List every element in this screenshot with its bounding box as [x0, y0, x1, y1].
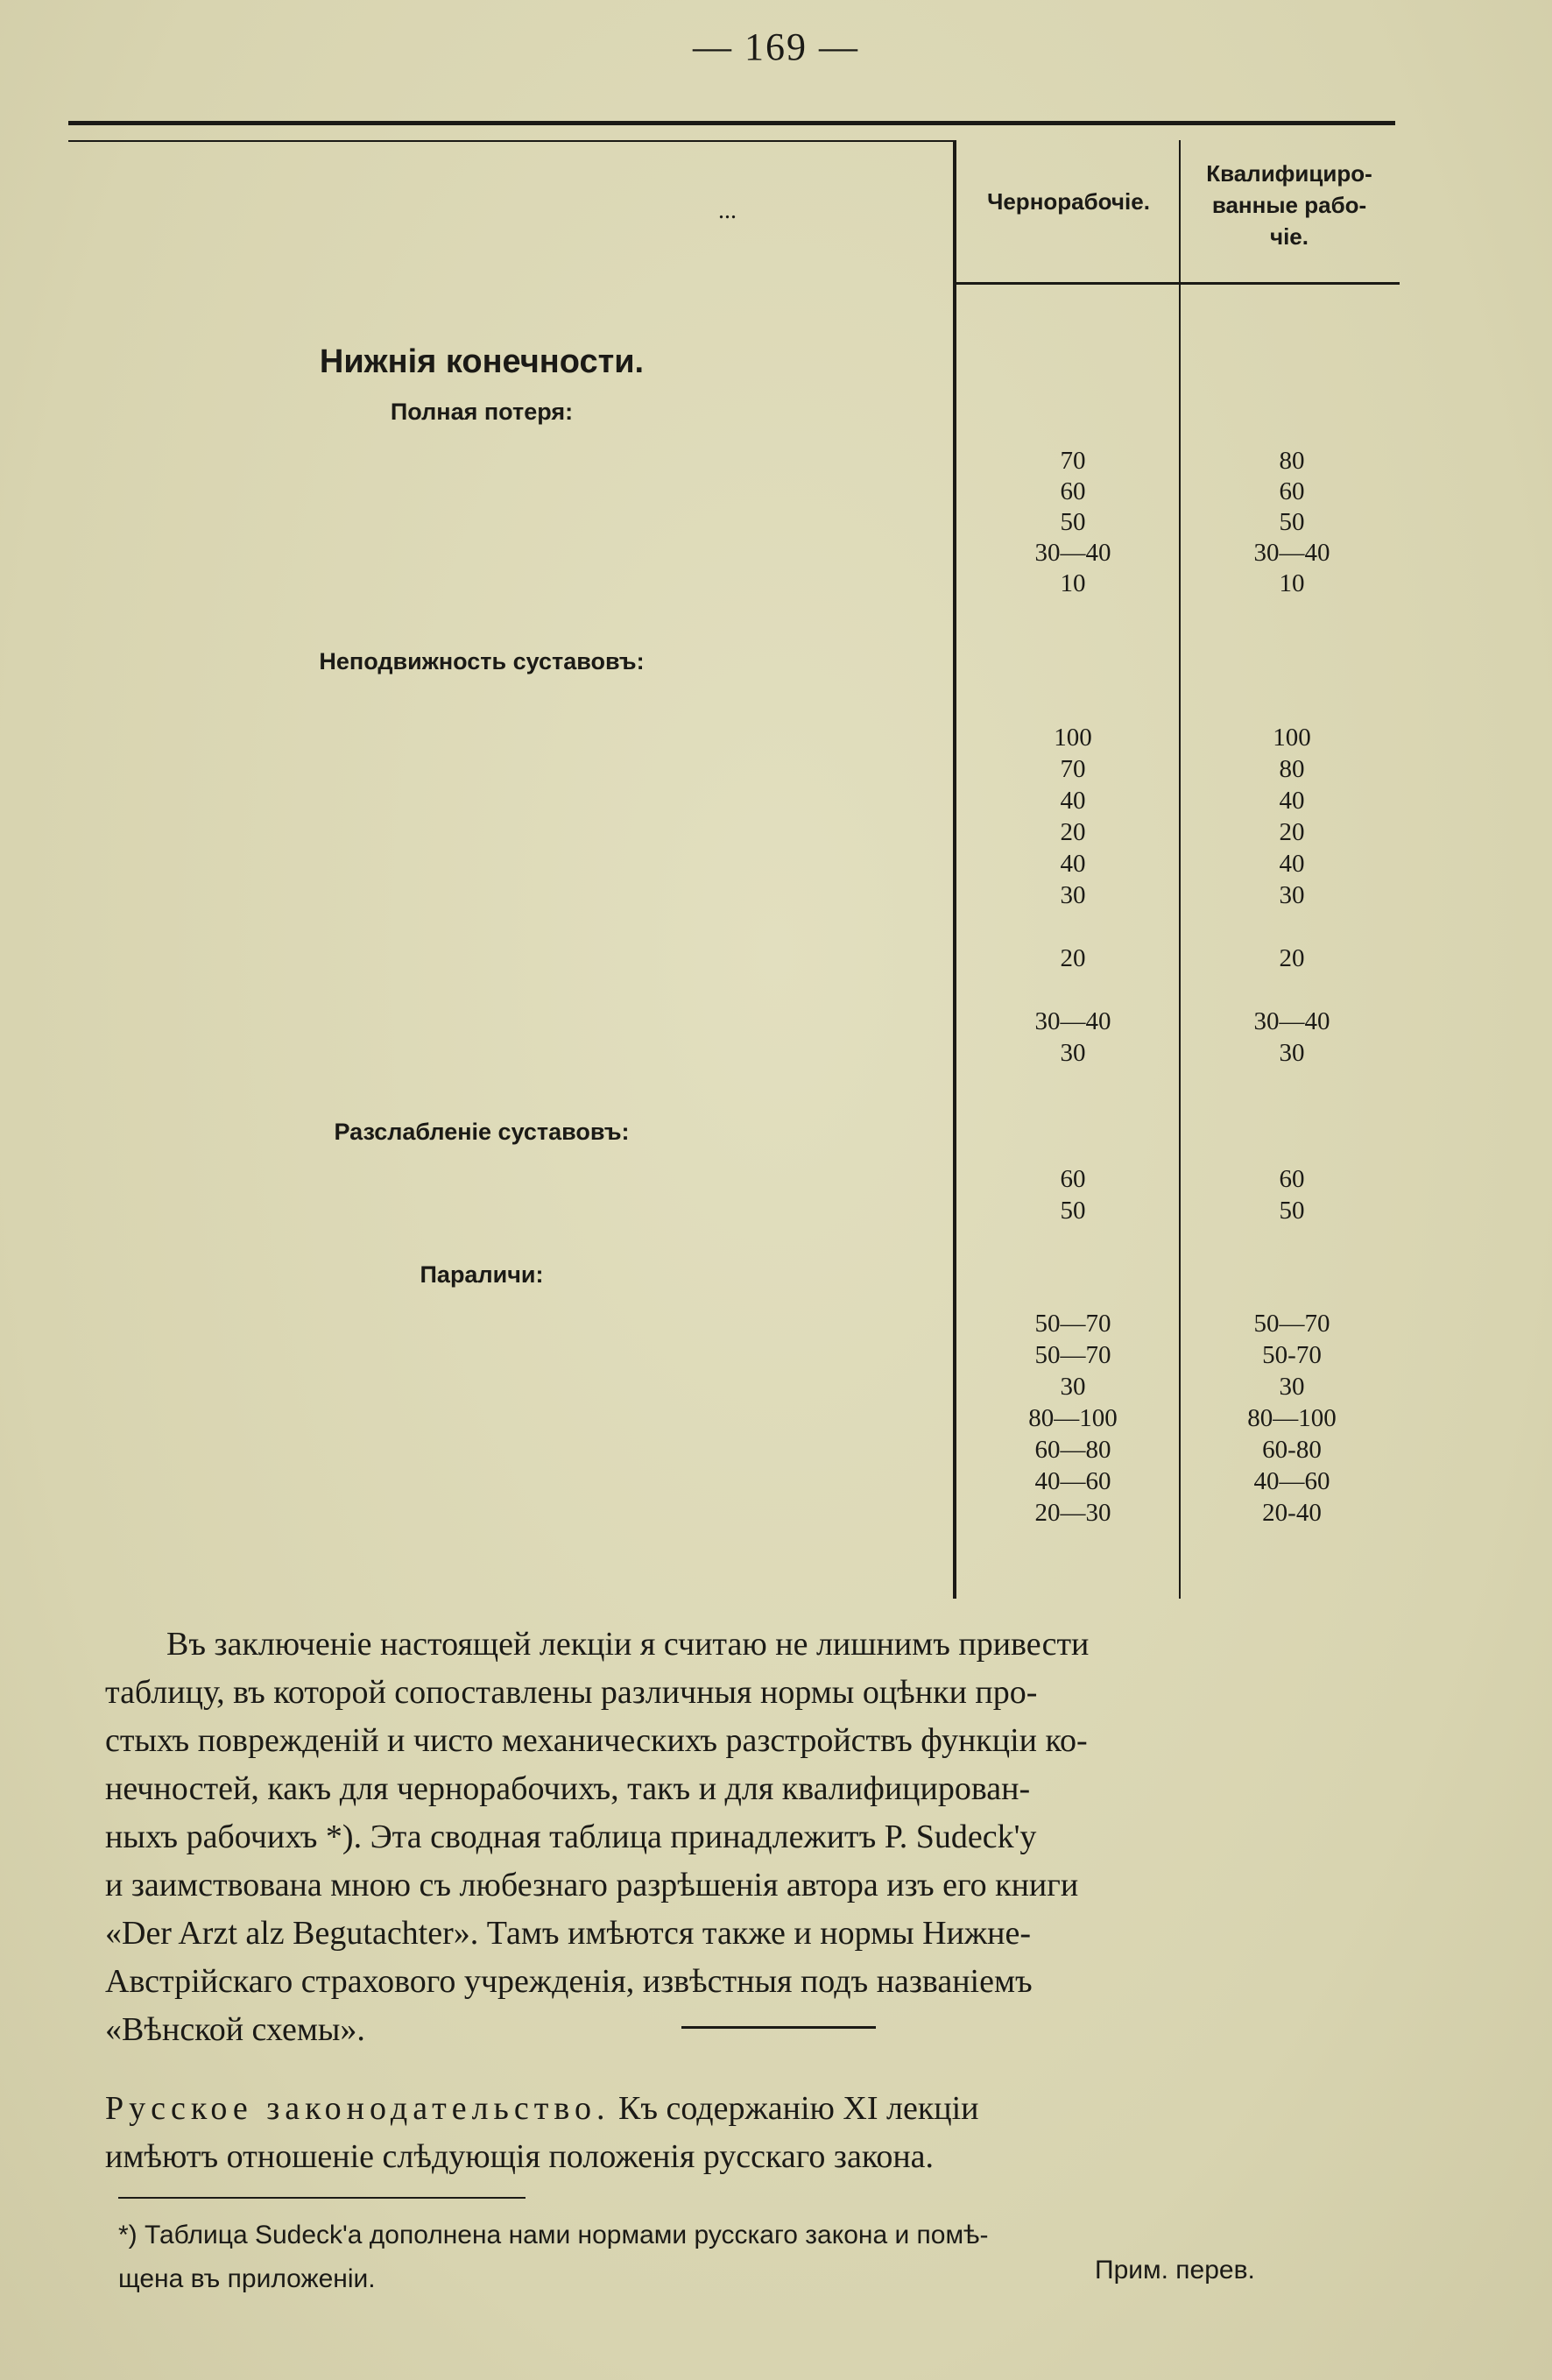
russian-law-text: Къ содержанію XI лекціи — [618, 2090, 979, 2127]
page-number: — 169 — — [693, 25, 859, 68]
table-row — [70, 508, 1428, 540]
column-header-skilled-line: Квалифициро- — [1206, 160, 1372, 187]
value-skilled: 20 — [1279, 818, 1305, 846]
value-unskilled: 80—100 — [1028, 1404, 1118, 1432]
value-unskilled: 70 — [1060, 755, 1086, 783]
section-heading: Полная потеря: — [390, 399, 574, 425]
value-unskilled: 40 — [1060, 787, 1086, 815]
section-divider — [681, 2026, 876, 2029]
table-row — [70, 976, 1428, 1007]
table-row — [70, 881, 1428, 913]
table-row — [70, 1467, 1428, 1499]
table-row — [70, 1499, 1428, 1530]
column-header-unskilled: Чернорабочіе. — [987, 188, 1150, 215]
footnote-line: щена въ приложеніи. — [118, 2264, 376, 2293]
section-heading: Разслабленіе суставовъ: — [334, 1119, 630, 1145]
value-unskilled: 30—40 — [1034, 539, 1111, 567]
value-unskilled: 50 — [1060, 1197, 1086, 1225]
value-unskilled: 100 — [1054, 724, 1092, 752]
paragraph-line: таблицу, въ которой сопоставлены различныя нормы оцѣнки про- — [105, 1674, 1038, 1711]
value-unskilled: 50 — [1060, 508, 1086, 536]
value-skilled: 30—40 — [1253, 539, 1330, 567]
footnote-line: *) Таблица Sudeck'a дополнена нами нормами русскаго закона и помѣ- — [118, 2221, 989, 2249]
value-skilled: 10 — [1279, 569, 1305, 597]
column-header-skilled — [1184, 158, 1394, 252]
value-unskilled: 70 — [1060, 447, 1086, 475]
russian-law-text: имѣютъ отношеніе слѣдующія положенія русскаго закона. — [105, 2138, 935, 2175]
value-unskilled: 60 — [1060, 477, 1086, 505]
value-unskilled: 30—40 — [1034, 1007, 1111, 1035]
value-unskilled: 40—60 — [1034, 1467, 1111, 1495]
value-skilled: 80 — [1279, 447, 1305, 475]
paragraph-line: Въ заключеніе настоящей лекціи я считаю не лишнимъ привести — [166, 1626, 1090, 1663]
value-skilled: 80—100 — [1247, 1404, 1337, 1432]
value-unskilled: 20—30 — [1034, 1499, 1111, 1527]
paragraph-line: «Der Arzt alz Begutachter». Тамъ имѣются также и нормы Нижне- — [105, 1915, 1031, 1952]
table-row — [70, 1341, 1428, 1373]
value-unskilled: 60 — [1060, 1165, 1086, 1193]
paragraph-line: ныхъ рабочихъ *). Эта сводная таблица принадлежитъ P. Sudeck'у — [105, 1819, 1037, 1855]
value-skilled: 60 — [1279, 477, 1305, 505]
table-row — [70, 850, 1428, 881]
value-skilled: 20-40 — [1262, 1499, 1322, 1527]
russian-law-heading: Русское законодательство. — [105, 2090, 610, 2127]
paragraph-line: и заимствована мною съ любезнаго разрѣшенія автора изъ его книги — [105, 1867, 1079, 1903]
table-row — [70, 787, 1428, 818]
value-skilled: 30 — [1279, 881, 1305, 909]
table-rule-thin — [68, 140, 953, 142]
value-skilled: 40—60 — [1253, 1467, 1330, 1495]
table-row — [70, 1007, 1428, 1039]
value-unskilled: 30 — [1060, 881, 1086, 909]
value-unskilled: 50—70 — [1034, 1341, 1111, 1369]
value-unskilled: 20 — [1060, 818, 1086, 846]
value-unskilled: 20 — [1060, 944, 1086, 972]
russian-law-paragraph — [105, 2085, 1436, 2181]
table-row — [70, 569, 1428, 601]
value-unskilled: 40 — [1060, 850, 1086, 878]
table-row — [70, 1404, 1428, 1436]
table-title: Нижнія конечности. — [319, 343, 645, 380]
table-row — [70, 1530, 1428, 1562]
value-skilled: 80 — [1279, 755, 1305, 783]
section-heading: Неподвижность суставовъ: — [319, 648, 645, 674]
value-skilled: 60-80 — [1262, 1436, 1322, 1464]
value-skilled: 50-70 — [1262, 1341, 1322, 1369]
value-unskilled: 30 — [1060, 1373, 1086, 1401]
value-skilled: 20 — [1279, 944, 1305, 972]
body-paragraph — [105, 1621, 1436, 2054]
table-row — [70, 1165, 1428, 1197]
value-skilled: 60 — [1279, 1165, 1305, 1193]
table-row — [70, 755, 1428, 787]
table-row — [70, 1310, 1428, 1341]
paragraph-line: Австрійскаго страхового учрежденія, извѣстныя подъ названіемъ — [105, 1963, 1033, 2000]
table-row — [70, 477, 1428, 509]
value-skilled: 50—70 — [1253, 1310, 1330, 1338]
value-skilled: 30 — [1279, 1373, 1305, 1401]
table-top-rule — [68, 121, 1395, 125]
table-row — [70, 818, 1428, 850]
column-header-skilled-line: ванные рабо- — [1211, 192, 1367, 218]
table-row — [70, 447, 1428, 478]
value-skilled: 40 — [1279, 850, 1305, 878]
header-bottom-rule — [956, 282, 1400, 285]
table-row — [70, 1197, 1428, 1228]
table-row — [70, 724, 1428, 755]
value-skilled: 50 — [1279, 1197, 1305, 1225]
section-heading: Параличи: — [420, 1261, 544, 1288]
footnote-signature: Прим. перев. — [1095, 2256, 1255, 2285]
header-label: ... — [718, 197, 737, 224]
value-unskilled: 50—70 — [1034, 1310, 1111, 1338]
paragraph-line: «Вѣнской схемы». — [105, 2011, 365, 2048]
table-row — [70, 913, 1428, 944]
value-skilled: 50 — [1279, 508, 1305, 536]
table-row — [70, 944, 1428, 976]
table-row — [70, 1436, 1428, 1467]
paragraph-line: нечностей, какъ для чернорабочихъ, такъ и для квалифицирован- — [105, 1770, 1031, 1807]
value-unskilled: 60—80 — [1034, 1436, 1111, 1464]
value-skilled: 30—40 — [1253, 1007, 1330, 1035]
column-header-skilled-line: чіе. — [1269, 223, 1309, 250]
value-skilled: 100 — [1273, 724, 1311, 752]
table-row — [70, 1373, 1428, 1404]
table-row — [70, 692, 1428, 724]
table-row — [70, 1039, 1428, 1070]
table-row — [70, 539, 1428, 570]
value-unskilled: 30 — [1060, 1039, 1086, 1067]
value-skilled: 30 — [1279, 1039, 1305, 1067]
value-skilled: 40 — [1279, 787, 1305, 815]
paragraph-line: стыхъ поврежденій и чисто механическихъ разстройствъ функціи ко- — [105, 1722, 1088, 1759]
value-unskilled: 10 — [1060, 569, 1086, 597]
footnote-rule — [118, 2197, 526, 2199]
